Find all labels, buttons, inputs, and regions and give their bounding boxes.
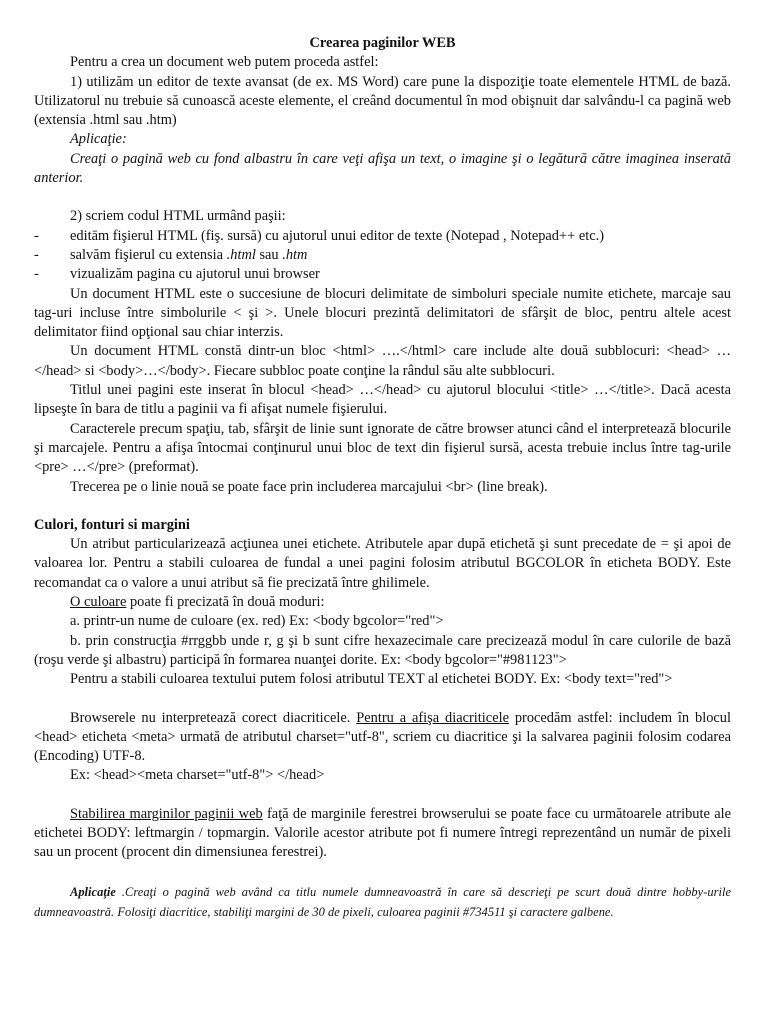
list-item [34, 246, 731, 265]
step2-text: 2) scriem codul HTML urmând paşii: [70, 208, 286, 225]
paragraph-8-example: Ex: <head><meta charset="utf-8"> </head> [70, 767, 325, 784]
para8-a: Browserele nu interpretează corect diacriticele. [70, 709, 357, 726]
culoare-rest: poate fi precizată în două moduri: [126, 594, 325, 611]
para9-underlined: Stabilirea marginilor paginii web [70, 805, 263, 822]
culoare-underlined: O culoare [70, 594, 127, 611]
aplicatie-2-text: .Creaţi o pagină web având ca titlu numele dumneavoastră în care să descrieţi pe scurt două dintre hobby-urile dumneavoastră. Folosiţi diacritice, stabiliţi margini de 30 de pixeli, culoarea paginii #734511 şi caractere galbene. [34, 884, 731, 920]
step2-list [34, 227, 731, 285]
ext-sau: sau [255, 246, 283, 263]
aplicatie-text: Creaţi o pagină web cu fond albastru în care veţi afişa un text, o imagine şi o legătură către imaginea inserată anterior. [34, 150, 731, 187]
paragraph-3: Titlul unei pagini este inserat în blocul <head> …</head> cu ajutorul blocului <title> …</title>. Dacă acesta lipseşte în bara de titlu a paginii va fi afişat numele fişierului. [34, 382, 731, 418]
paragraph-2: Un document HTML constă dintr-un bloc <html> ….</html> care include alte două subblocuri: <head> …</head> si <body>…</body>. Fiecare subbloc poate conţine la rândul său alte subblocuri. [34, 343, 731, 379]
aplicatie-2-label: Aplicaţie [70, 884, 116, 899]
ext-html: .html [226, 246, 256, 263]
mod-a: a. printr-un nume de culoare (ex. red) Ex: <body bgcolor="red"> [70, 613, 444, 630]
paragraph-1: Un document HTML este o succesiune de blocuri delimitate de simboluri speciale numite etichete, marcaje sau tag-uri incluse între simbolurile < şi >. Unele blocuri prezintă delimitatori de sfârşit de bloc, pentru altele acest delimitator fiind opţional sau chiar interzis. [34, 285, 731, 341]
culoare-line [34, 593, 731, 612]
paragraph-6: Un atribut particularizează acţiunea unei etichete. Atributele apar după etichetă şi sunt precedate de = şi apoi de valoarea lor. Pentru a stabili culoarea de fundal a unei pagini folosim atributul BGCOLOR în eticheta BODY. Este recomandat ca o valore a unui atribut să fie precizată între ghilimele. [34, 536, 731, 591]
aplicatie-2 [34, 882, 731, 923]
document-page [34, 34, 731, 923]
para9-rest: faţă de marginile ferestrei browserului se poate face cu următoarele atribute ale etichetei BODY: leftmargin / topmargin. Valorile acestor atribute pot fi numere întregi reprezentând un număr de pixeli sau un procent (procent din dimensiunea ferestrei). [34, 805, 731, 861]
paragraph-4: Caracterele precum spaţiu, tab, sfârşit de linie sunt ignorate de către browser atunci când el interpretează blocurile şi marcajele. Pentru a afişa întocmai conţinurul unui bloc de text din fişierul sursă, acesta trebuie inclus între tag-urile <pre> …</pre> (preformat). [34, 420, 731, 476]
para8-b: procedăm astfel: includem în blocul <head> eticheta <meta> urmată de atributul charset="utf-8", scriem cu diacritice şi la salvarea paginii folosim codarea (Encoding) UTF-8. [34, 709, 731, 765]
ext-htm: .htm [282, 246, 308, 263]
paragraph-5: Trecerea pe o linie nouă se poate face prin includerea marcajului <br> (line break). [70, 478, 548, 495]
list-item-text: salvăm fişierul cu extensia [70, 246, 227, 263]
paragraph-9 [34, 805, 731, 863]
paragraph-7: Pentru a stabili culoarea textului putem folosi atributul TEXT al etichetei BODY. Ex: <body text="red"> [70, 671, 673, 688]
intro-text: Pentru a crea un document web putem proceda astfel: [70, 54, 379, 71]
aplicatie-label: Aplicaţie: [70, 131, 127, 148]
list-item: - editām fişierul HTML (fiş. sursă) cu ajutorul unui editor de texte (Notepad , Notepad++ etc.) [34, 227, 731, 246]
step1-text: 1) utilizăm un editor de texte avansat (de ex. MS Word) care pune la dispoziţie toate elementele HTML de bază. Utilizatorul nu trebuie să cunoască aceste elemente, el creând documentul în mod obişnuit dar salvându-l ca pagină web (extensia .html sau .htm) [34, 73, 731, 129]
document-title: Crearea paginilor WEB [309, 35, 456, 51]
paragraph-8 [34, 709, 731, 767]
section-title: Culori, fonturi si margini [34, 516, 190, 533]
list-item: - vizualizăm pagina cu ajutorul unui browser [34, 265, 731, 284]
mod-b: b. prin construcţia #rrggbb unde r, g şi b sunt cifre hexazecimale care precizează modul în care culorile de bază (roşu verde şi albastru) participă în formarea nuanţei dorite. Ex: <body bgcolor="#981123"> [34, 632, 731, 668]
para8-underlined: Pentru a afişa diacriticele [356, 709, 509, 726]
